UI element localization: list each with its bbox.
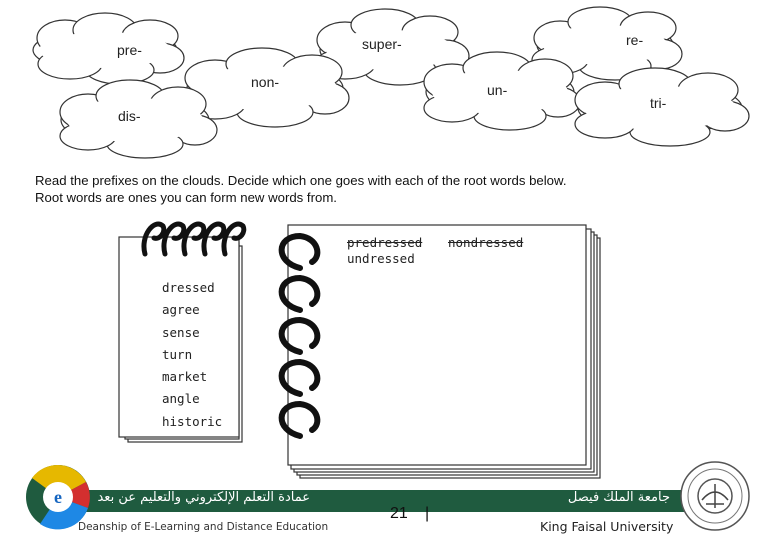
root-word: market	[162, 369, 208, 385]
university-seal-icon	[681, 462, 749, 530]
university-english: King Faisal University	[540, 519, 674, 534]
e-learning-logo-icon	[26, 465, 90, 529]
deanship-english: Deanship of E-Learning and Distance Education	[78, 521, 329, 533]
deanship-arabic: عمادة التعلم الإلكتروني والتعليم عن بعد	[97, 490, 310, 505]
instructions-line-1: Read the prefixes on the clouds. Decide which one goes with each of the root words below.	[35, 173, 567, 188]
crossed-out-example-2: nondressed	[448, 235, 524, 250]
root-word: historic	[162, 413, 223, 429]
root-word: turn	[162, 346, 193, 362]
crossed-out-example-1: predressed	[347, 235, 423, 250]
cloud-label-super: super-	[362, 36, 402, 52]
root-word: agree	[162, 302, 200, 318]
page-separator: |	[425, 505, 430, 522]
cloud-label-un: un-	[487, 82, 508, 98]
answer-example: undressed	[347, 251, 415, 266]
svg-text:e: e	[54, 487, 62, 507]
root-word: dressed	[162, 280, 215, 295]
university-arabic: جامعة الملك فيصل	[567, 490, 670, 505]
instructions-line-2: Root words are ones you can form new words from.	[35, 190, 337, 205]
cloud-label-non: non-	[251, 74, 280, 90]
cloud-label-pre: pre-	[117, 42, 142, 58]
page-number: 21	[390, 505, 408, 522]
root-word: sense	[162, 324, 200, 340]
cloud-label-dis: dis-	[118, 108, 141, 124]
root-word: angle	[162, 391, 200, 407]
cloud-label-re: re-	[626, 32, 644, 48]
cloud-label-tri: tri-	[650, 95, 667, 111]
